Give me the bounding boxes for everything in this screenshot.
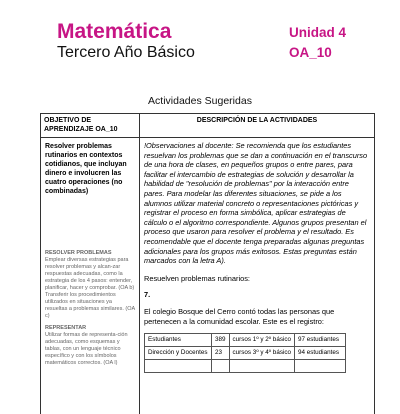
activity-intro: Resuelven problemas rutinarios: — [144, 273, 250, 283]
unit-label: Unidad 4 — [289, 25, 347, 40]
registry-course: cursos 1º y 2º básico — [229, 333, 295, 346]
skill-text: Emplear diversas estrategias para resolver problemas y alcan-zar respuestas adecuadas, como la estrategia de los 4 pasos: entender, planificar, hacer y comprobar. (OA b) Transferir los procedimientos utilizados en situaciones ya resueltas a problemas similares. (OA c) — [45, 257, 135, 319]
registry-course — [229, 359, 295, 372]
registry-table — [144, 333, 346, 373]
oa-label: OA_10 — [289, 45, 332, 60]
registry-course: cursos 3º y 4º básico — [229, 346, 295, 359]
table-row — [145, 333, 346, 346]
skill-heading: REPRESENTAR — [45, 325, 87, 331]
registry-value — [212, 359, 230, 372]
registry-count: 94 estudiantes — [295, 346, 346, 359]
registry-value: 23 — [212, 346, 230, 359]
skills-list — [45, 250, 135, 367]
activities-table — [40, 113, 375, 414]
objective-header: OBJETIVO DE APRENDIZAJE OA_10 — [41, 114, 139, 138]
registry-count — [295, 359, 346, 372]
skill-heading: RESOLVER PROBLEMAS — [45, 250, 112, 256]
objective-text: Resolver problemas rutinarios en contextos cotidianos, que incluyan dinero e involucren las cuatro operaciones (no combinadas) — [45, 143, 127, 195]
registry-value: 389 — [212, 333, 230, 346]
description-header: DESCRIPCIÓN DE LA ACTIVIDADES — [140, 114, 374, 138]
grade-subtitle: Tercero Año Básico — [57, 44, 195, 61]
subject-title: Matemática — [57, 20, 172, 43]
problem-text: El colegio Bosque del Cerro contó todas las personas que pertenecen a la comunidad escolar. Este es el registro: — [144, 307, 335, 326]
registry-count: 97 estudiantes — [295, 333, 346, 346]
objective-column — [41, 114, 140, 414]
section-title: Actividades Sugeridas — [148, 95, 252, 107]
registry-label: Dirección y Docentes — [145, 346, 212, 359]
description-column — [140, 114, 375, 414]
registry-label: Estudiantes — [145, 333, 212, 346]
table-row — [145, 359, 346, 372]
teacher-observation: !Observaciones al docente: Se recomienda que los estudiantes resuelvan los problemas que se dan a continuación en el transcurso de una hora de clases, en pequeños grupos o entre pares, para facilitar el intercambio de estrategias de solución y desarrollar la habilidad de "resolución de problemas" por la interacción entre pares. Para modelar las diferentes situaciones, se pide a los alumnos utilizar material concreto o representaciones pictóricas y registrar el proceso en forma simbólica, aplicar estrategias de cálculo o el algoritmo correspondiente. Algunos grupos presentan el proceso que usaron para resolver el problema y el resultado. Es recomendable que el docente tenga preparadas algunas preguntas adicionales para los grupos más exitosos. Estas preguntas están marcados con la letra A). — [144, 141, 368, 266]
table-row — [145, 346, 346, 359]
problem-number: 7. — [144, 290, 151, 300]
skill-text: Utilizar formas de representa-ción adecuadas, como esquemas y tablas, con un lenguaje técnico específico y con los símbolos matemáticos correctos. (OA l) — [45, 332, 128, 366]
registry-label — [145, 359, 212, 372]
